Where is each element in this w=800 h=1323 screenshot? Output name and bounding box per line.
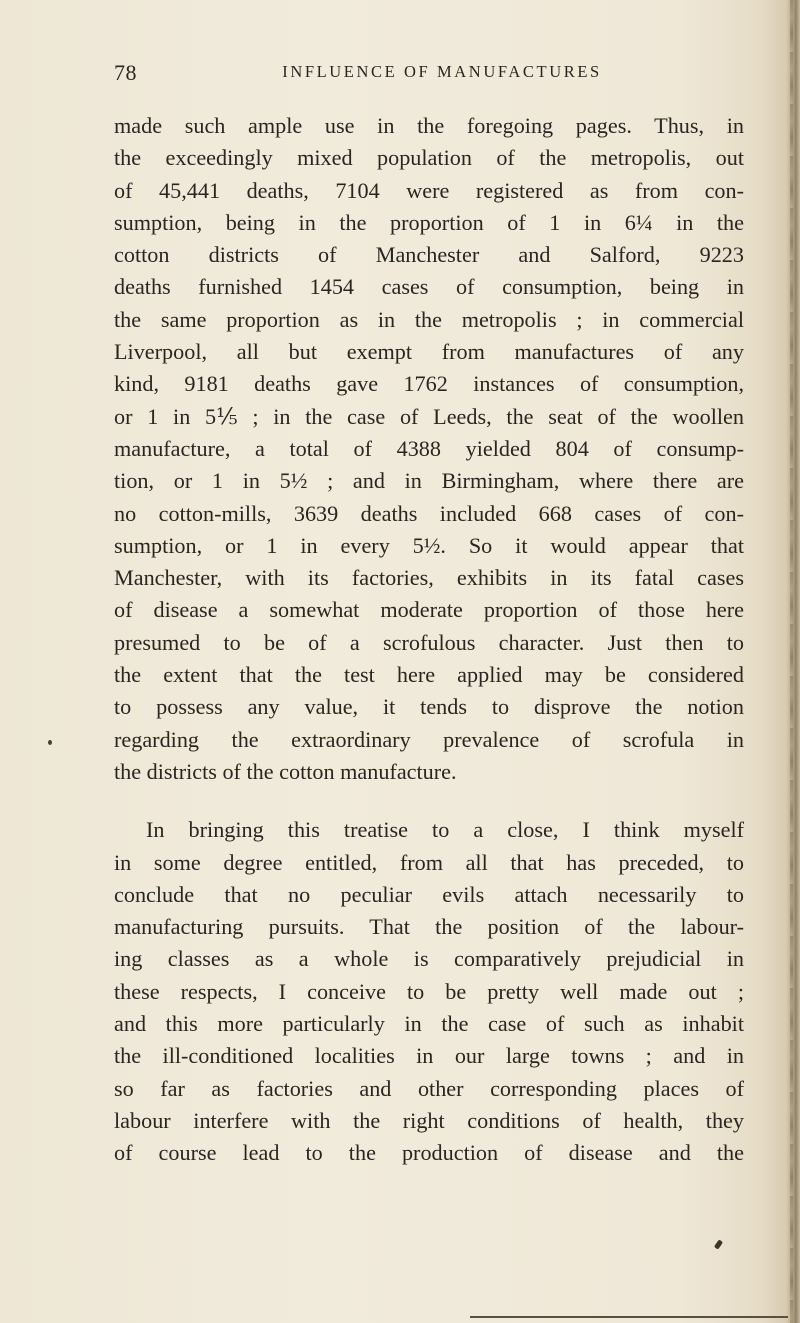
paragraph-spacer: [114, 788, 744, 814]
text-line: deaths furnished 1454 cases of consumption, being in: [114, 274, 744, 300]
text-line: to possess any value, it tends to disprove the notion: [114, 694, 744, 720]
text-line: cotton districts of Manchester and Salford, 9223: [114, 242, 744, 268]
text-line: these respects, I conceive to be pretty well made out ;: [114, 978, 744, 1004]
text-line: the ill-conditioned localities in our large towns ; and in: [114, 1043, 744, 1069]
text-line: the exceedingly mixed population of the metropolis, out: [114, 145, 744, 171]
paper-speck: [714, 1239, 723, 1249]
text-line: the extent that the test here applied may be considered: [114, 662, 744, 688]
bottom-edge-rule: [470, 1316, 788, 1318]
text-line: of disease a somewhat moderate proportion of those here: [114, 597, 744, 623]
text-line: made such ample use in the foregoing pages. Thus, in: [114, 113, 744, 138]
text-line: the districts of the cotton manufacture.: [114, 758, 457, 784]
text-line: labour interfere with the right conditions of health, they: [114, 1107, 744, 1133]
text-line: conclude that no peculiar evils attach necessarily to: [114, 881, 744, 907]
text-line: manufacture, a total of 4388 yielded 804 of consump-: [114, 435, 744, 461]
running-head: INFLUENCE OF MANUFACTURES: [282, 62, 602, 81]
paper-speck: [48, 740, 52, 745]
page-header: [114, 60, 744, 90]
text-line: ing classes as a whole is comparatively prejudicial in: [114, 946, 744, 972]
text-line: in some degree entitled, from all that has preceded, to: [114, 849, 744, 875]
text-line: so far as factories and other corresponding places of: [114, 1075, 744, 1101]
text-line: sumption, or 1 in every 5½. So it would appear that: [114, 532, 744, 558]
page-edge-shadow: [786, 0, 800, 1323]
text-line: regarding the extraordinary prevalence of scrofula in: [114, 726, 744, 752]
paragraph-2: [114, 814, 744, 1169]
text-line: sumption, being in the proportion of 1 in 6¼ in the: [114, 209, 744, 235]
text-line: and this more particularly in the case of such as inhabit: [114, 1011, 744, 1037]
text-line: the same proportion as in the metropolis ; in commercial: [114, 306, 744, 332]
text-line: Manchester, with its factories, exhibits in its fatal cases: [114, 565, 744, 591]
text-line: presumed to be of a scrofulous character. Just then to: [114, 629, 744, 655]
text-line: kind, 9181 deaths gave 1762 instances of consumption,: [114, 371, 744, 397]
text-line: or 1 in 5⅕ ; in the case of Leeds, the seat of the woollen: [114, 403, 744, 429]
page-number: 78: [114, 60, 137, 85]
text-line: of course lead to the production of disease and the: [114, 1140, 744, 1166]
body-text: [114, 110, 744, 1170]
text-line: of 45,441 deaths, 7104 were registered as from con-: [114, 177, 744, 203]
text-line: no cotton-mills, 3639 deaths included 668 cases of con-: [114, 500, 744, 526]
paragraph-1: [114, 110, 744, 788]
text-line: In bringing this treatise to a close, I think myself: [146, 817, 744, 843]
text-line: Liverpool, all but exempt from manufactures of any: [114, 339, 744, 365]
text-line: tion, or 1 in 5½ ; and in Birmingham, where there are: [114, 468, 744, 494]
text-line: manufacturing pursuits. That the position of the labour-: [114, 914, 744, 940]
